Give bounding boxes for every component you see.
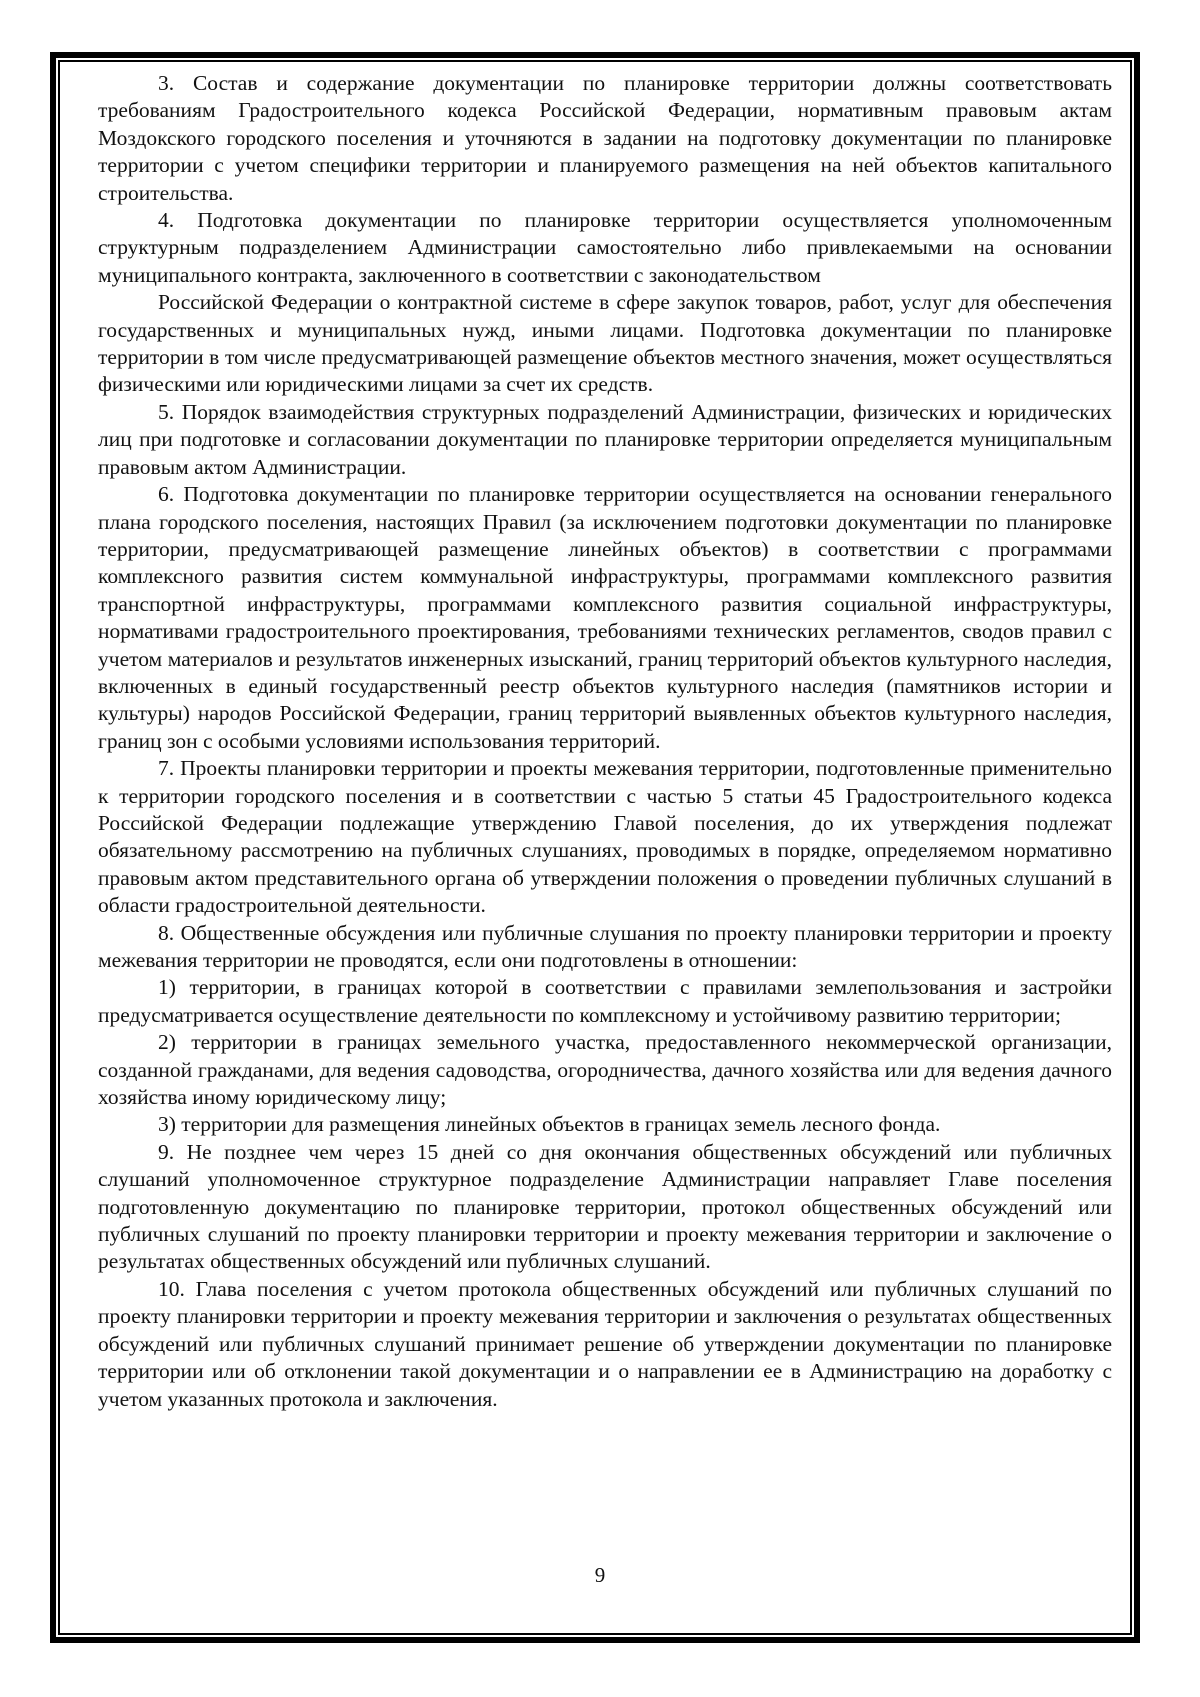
paragraph-8: 8. Общественные обсуждения или публичные слушания по проекту планировки территории и проекту межевания территории не проводятся, если они подготовлены в отношении:: [98, 920, 1112, 972]
paragraph-5: 5. Порядок взаимодействия структурных подразделений Администрации, физических и юридических лиц при подготовке и согласовании документации по планировке территории определяется муниципальным правовым актом Администрации.: [98, 399, 1112, 479]
paragraph-8-item-2: 2) территории в границах земельного участка, предоставленного некоммерческой организации, созданной гражданами, для ведения садоводства, огородничества, дачного хозяйства или для ведения дачного хозяйства иному юридическому лицу;: [98, 1030, 1112, 1110]
paragraph-4: 4. Подготовка документации по планировке территории осуществляется уполномоченным структурным подразделением Администрации самостоятельно либо привлекаемыми на основании муниципального контракта, заключенного в соответствии с законодательством: [98, 208, 1112, 287]
paragraph-8-item-1: 1) территории, в границах которой в соответствии с правилами землепользования и застройки предусматривается осуществление деятельности по комплексному и устойчивому развитию территории;: [98, 975, 1112, 1027]
document-body: [98, 70, 1112, 1413]
paragraph-8-item-3: 3) территории для размещения линейных объектов в границах земель лесного фонда.: [158, 1112, 941, 1137]
paragraph-3: 3. Состав и содержание документации по планировке территории должны соответствовать требованиям Градостроительного кодекса Российской Федерации, нормативным правовым актам Моздокского городского поселения и уточняются в задании на подготовку документации по планировке территории с учетом специфики территории и планируемого размещения на ней объектов капитального строительства.: [98, 71, 1112, 205]
paragraph-10: 10. Глава поселения с учетом протокола общественных обсуждений или публичных слушаний по проекту планировки территории и проекту межевания территории и заключения о результатах общественных обсуждений или публичных слушаний принимает решение об утверждении документации по планировке территории или об отклонении такой документации и о направлении ее в Администрацию на доработку с учетом указанных протокола и заключения.: [98, 1276, 1112, 1411]
page-number: 9: [594, 1563, 606, 1587]
paragraph-6: 6. Подготовка документации по планировке территории осуществляется на основании генерального плана городского поселения, настоящих Правил (за исключением подготовки документации по планировке территории, предусматривающей размещение линейных объектов) в соответствии с программами комплексного развития систем коммунальной инфраструктуры, программами комплексного развития транспортной инфраструктуры, программами комплексного развития социальной инфраструктуры, нормативами градостроительного проектирования, требованиями технических регламентов, сводов правил с учетом материалов и результатов инженерных изысканий, границ территорий объектов культурного наследия, включенных в единый государственный реестр объектов культурного наследия (памятников истории и культуры) народов Российской Федерации, границ территорий выявленных объектов культурного наследия, границ зон с особыми условиями использования территорий.: [98, 482, 1112, 753]
paragraph-4-continued: Российской Федерации о контрактной системе в сфере закупок товаров, работ, услуг для обеспечения государственных и муниципальных нужд, иными лицами. Подготовка документации по планировке территории в том числе предусматривающей размещение объектов местного значения, может осуществляться физическими или юридическими лицами за счет их средств.: [98, 290, 1112, 397]
paragraph-9: 9. Не позднее чем через 15 дней со дня окончания общественных обсуждений или публичных слушаний уполномоченное структурное подразделение Администрации направляет Главе поселения подготовленную документацию по планировке территории, протокол общественных обсуждений или публичных слушаний по проекту планировки территории и проекту межевания территории и заключение о результатах общественных обсуждений или публичных слушаний.: [98, 1139, 1112, 1274]
paragraph-7: 7. Проекты планировки территории и проекты межевания территории, подготовленные применительно к территории городского поселения и в соответствии с частью 5 статьи 45 Градостроительного кодекса Российской Федерации подлежащие утверждению Главой поселения, до их утверждения подлежат обязательному рассмотрению на публичных слушаниях, проводимых в порядке, определяемом нормативно правовым актом представительного органа об утверждении положения о проведении публичных слушаний в области градостроительной деятельности.: [98, 756, 1112, 918]
